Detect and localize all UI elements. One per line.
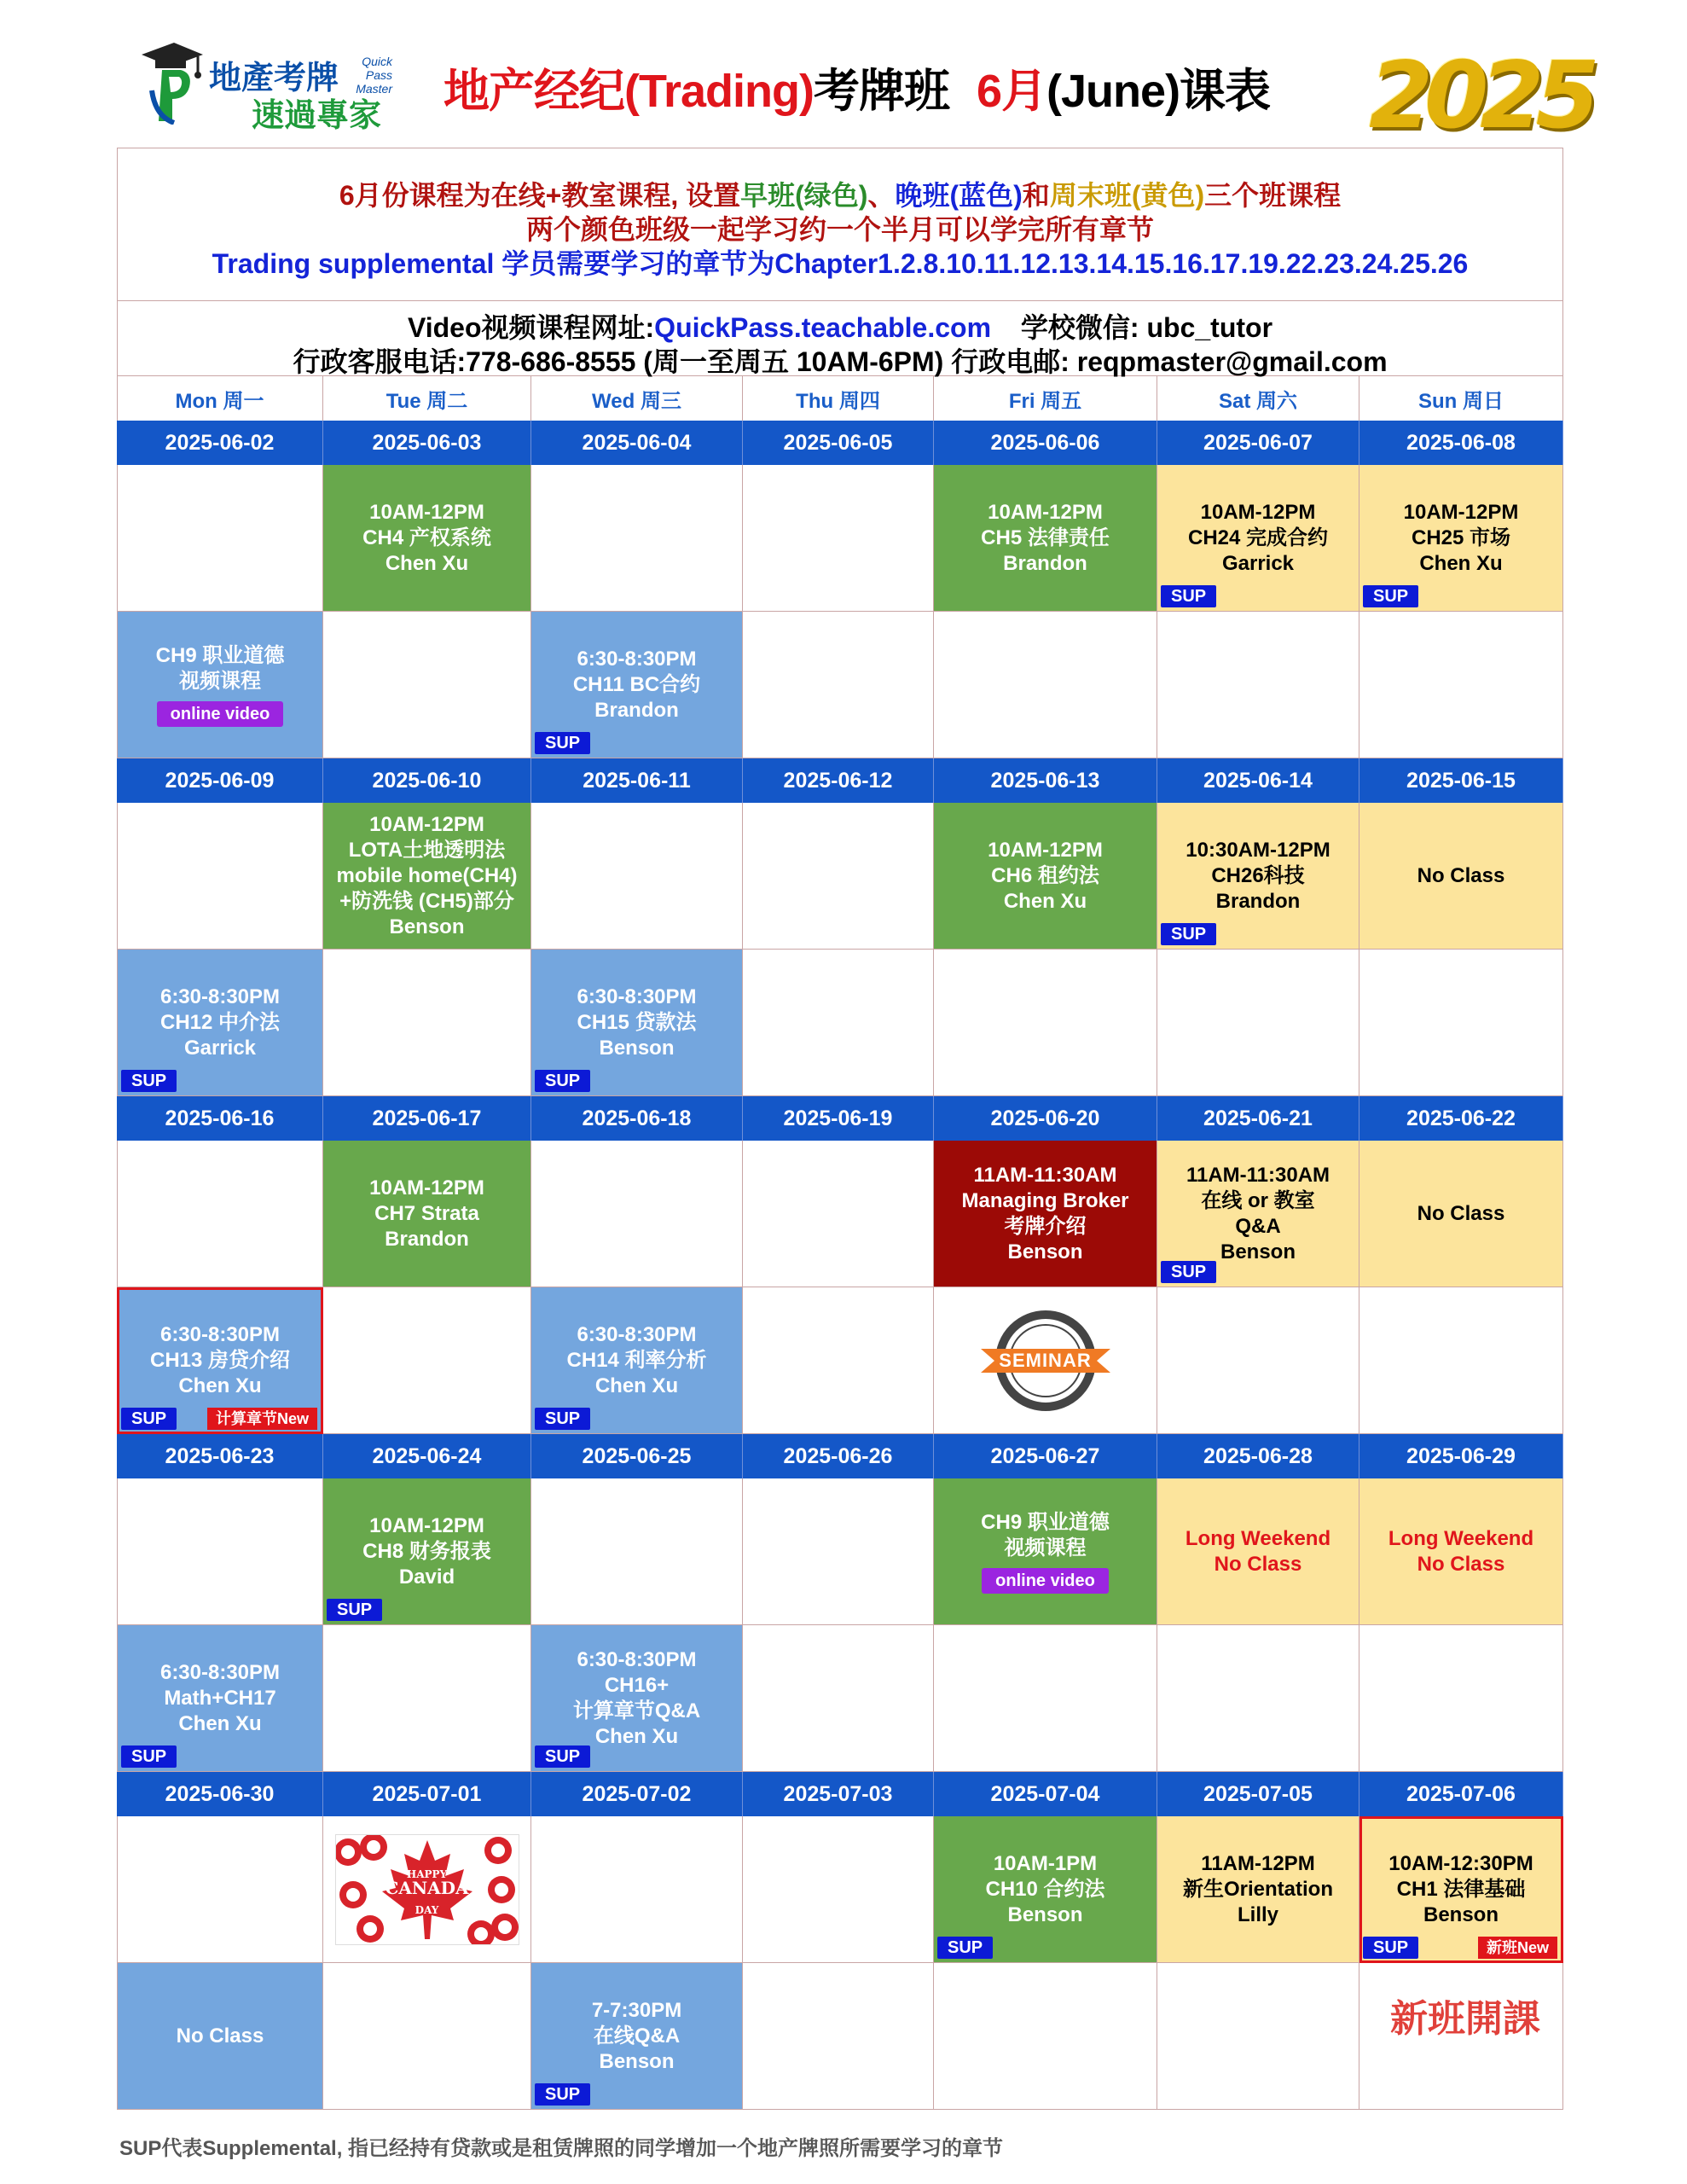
evening-slot: [934, 950, 1157, 1096]
morning-slot: [117, 1478, 323, 1625]
class-info-line: Brandon: [1215, 889, 1301, 913]
date-cell: 2025-06-04: [531, 421, 743, 465]
class-info-line: Benson: [599, 2049, 675, 2073]
evening-slot: [1359, 612, 1563, 758]
morning-slot: [1359, 1816, 1563, 1963]
evening-slot: [323, 612, 531, 758]
morning-slot: [1157, 1816, 1359, 1963]
morning-slot: [1359, 1478, 1563, 1625]
class-info-line: Math+CH17: [164, 1686, 276, 1710]
morning-slot: [743, 803, 934, 950]
date-cell: 2025-07-01: [323, 1772, 531, 1816]
class-info-line: Long Weekend: [1185, 1526, 1331, 1550]
day-header: Sat 周六: [1157, 376, 1359, 421]
date-cell: 2025-06-19: [743, 1096, 934, 1141]
class-info-line: CH16+: [604, 1673, 670, 1697]
date-cell: 2025-07-03: [743, 1772, 934, 1816]
morning-slot: [531, 1141, 743, 1287]
class-info-line: 10AM-12PM: [988, 838, 1103, 862]
evening-slot: [531, 1963, 743, 2110]
date-cell: 2025-06-23: [117, 1434, 323, 1478]
morning-slot: [743, 1141, 934, 1287]
school-logo: [128, 32, 392, 134]
evening-slot: [743, 950, 934, 1096]
page-title: [443, 55, 1270, 120]
date-cell: 2025-06-25: [531, 1434, 743, 1478]
day-header: Thu 周四: [743, 376, 934, 421]
canada-day-text: DAY: [415, 1903, 439, 1916]
class-info-line: 10AM-12PM: [369, 500, 484, 524]
morning-slot: [323, 1141, 531, 1287]
date-cell: 2025-06-30: [117, 1772, 323, 1816]
evening-slot: [743, 1625, 934, 1772]
new-tag: 计算章节New: [207, 1408, 317, 1430]
new-tag: 新班New: [1478, 1937, 1557, 1959]
class-info-line: Chen Xu: [594, 1374, 679, 1397]
date-cell: 2025-07-04: [934, 1772, 1157, 1816]
evening-slot: [531, 1625, 743, 1772]
class-info-line: No Class: [1214, 1552, 1302, 1576]
evening-slot: [323, 1625, 531, 1772]
canada-day-text: HAPPY: [406, 1867, 448, 1880]
video-url-link[interactable]: QuickPass.teachable.com: [654, 312, 992, 343]
class-info-line: 视频课程: [1004, 1536, 1087, 1560]
morning-slot: [934, 465, 1157, 612]
wechat-text: 学校微信: ubc_tutor: [1020, 312, 1273, 343]
date-row: [117, 758, 1563, 803]
class-info-line: Garrick: [183, 1036, 257, 1060]
class-info-line: CH9 职业道德: [981, 1510, 1110, 1534]
class-info-line: 在线 or 教室: [1201, 1188, 1315, 1212]
date-cell: 2025-06-13: [934, 758, 1157, 803]
morning-slot: [1157, 1478, 1359, 1625]
evening-slot: [531, 612, 743, 758]
class-info-line: Benson: [389, 915, 465, 938]
class-info-line: Chen Xu: [1419, 551, 1503, 575]
evening-slot: [1157, 1963, 1359, 2110]
date-cell: 2025-06-22: [1359, 1096, 1563, 1141]
class-info-line: 10AM-12PM: [1403, 500, 1519, 524]
sup-badge: SUP: [535, 1745, 590, 1768]
evening-slot: [117, 950, 323, 1096]
class-info-line: CH6 租约法: [991, 863, 1099, 887]
date-cell: 2025-06-24: [323, 1434, 531, 1478]
date-cell: 2025-06-21: [1157, 1096, 1359, 1141]
sup-badge: SUP: [1363, 1937, 1418, 1959]
canada-day-text: CANADA: [385, 1877, 469, 1898]
morning-slot: [531, 803, 743, 950]
morning-slot: [1359, 1141, 1563, 1287]
class-info-line: mobile home(CH4): [336, 863, 518, 887]
sup-badge: SUP: [535, 732, 590, 754]
evening-slot: [117, 1963, 323, 2110]
class-info-line: Garrick: [1221, 551, 1295, 575]
year-badge: 2025: [1369, 43, 1591, 149]
title-part-c: 6月: [977, 66, 1047, 117]
logo-text-primary: 地產考牌: [209, 61, 339, 96]
class-info-line: Chen Xu: [1003, 889, 1087, 913]
title-part-b: 考牌班: [813, 66, 949, 117]
class-info-line: +防洗钱 (CH5)部分: [339, 889, 514, 913]
class-info-line: Benson: [1220, 1240, 1296, 1263]
class-info-line: CH14 利率分析: [566, 1348, 707, 1372]
sup-badge: SUP: [121, 1745, 177, 1768]
morning-slot: [743, 1816, 934, 1963]
morning-slot: [743, 1478, 934, 1625]
date-cell: 2025-06-16: [117, 1096, 323, 1141]
date-cell: 2025-06-18: [531, 1096, 743, 1141]
class-info-line: 11AM-11:30AM: [1186, 1163, 1330, 1187]
date-cell: 2025-06-02: [117, 421, 323, 465]
date-cell: 2025-06-11: [531, 758, 743, 803]
class-info-line: Brandon: [385, 1227, 469, 1251]
class-info-line: Benson: [1423, 1902, 1499, 1926]
class-info-line: CH4 产权系统: [362, 526, 491, 549]
class-info-line: CH26科技: [1211, 863, 1305, 887]
class-info-line: No Class: [176, 2024, 264, 2048]
date-cell: 2025-06-03: [323, 421, 531, 465]
info-line-3: Trading supplemental 学员需要学习的章节为Chapter1.2.8.10.11.12.13.14.15.16.17.19.22.23.24.25.26: [212, 248, 1469, 279]
class-info-line: 6:30-8:30PM: [159, 985, 281, 1008]
evening-slot: [323, 950, 531, 1096]
class-info-line: 11AM-12PM: [1201, 1851, 1315, 1875]
evening-slot: [934, 1625, 1157, 1772]
day-header: Sun 周日: [1359, 376, 1563, 421]
class-info-line: CH7 Strata: [374, 1201, 479, 1225]
evening-slot: [531, 1287, 743, 1434]
class-info-line: 10AM-12PM: [369, 1513, 484, 1537]
evening-slot: [743, 1963, 934, 2110]
morning-slot: [934, 1141, 1157, 1287]
class-info-line: Long Weekend: [1388, 1526, 1534, 1550]
class-info-line: CH11 BC合约: [572, 672, 701, 696]
class-info-line: 10:30AM-12PM: [1186, 838, 1330, 862]
date-cell: 2025-06-12: [743, 758, 934, 803]
morning-slot: [323, 1478, 531, 1625]
morning-slot: [323, 1816, 531, 1963]
class-info-line: No Class: [1417, 1201, 1505, 1225]
seminar-stamp-label: SEMINAR: [999, 1350, 1092, 1371]
info-text: 和: [1022, 180, 1050, 211]
class-info-line: 7-7:30PM: [591, 1998, 682, 2022]
date-cell: 2025-06-08: [1359, 421, 1563, 465]
class-info-line: Brandon: [594, 698, 679, 722]
sup-badge: SUP: [1161, 585, 1216, 607]
class-info-line: Chen Xu: [385, 551, 469, 575]
evening-slot: [934, 1963, 1157, 2110]
sup-badge: SUP: [327, 1599, 382, 1621]
evening-slot: [117, 1625, 323, 1772]
class-info-line: 考牌介绍: [1004, 1214, 1087, 1238]
class-info-line: 6:30-8:30PM: [577, 1322, 697, 1346]
evening-class-label: 晚班(蓝色): [895, 180, 1023, 211]
evening-slot: [323, 1287, 531, 1434]
class-info-line: CH9 职业道德: [155, 643, 285, 667]
morning-slot: [1157, 803, 1359, 950]
day-header: Tue 周二: [323, 376, 531, 421]
date-cell: 2025-06-06: [934, 421, 1157, 465]
class-info-line: 计算章节Q&A: [572, 1699, 701, 1722]
morning-slot: [323, 803, 531, 950]
date-row: [117, 1096, 1563, 1141]
date-cell: 2025-06-20: [934, 1096, 1157, 1141]
online-video-badge: online video: [157, 701, 284, 727]
evening-slot: [1359, 950, 1563, 1096]
logo-text-english: Quick Pass Master: [356, 55, 392, 96]
evening-slot: [1359, 1625, 1563, 1772]
new-class-banner: 新班開課: [1390, 1998, 1540, 2040]
class-info-line: 10AM-12PM: [1200, 500, 1316, 524]
graduation-cap-logo-icon: [136, 39, 205, 125]
info-text: 6月份课程为在线+教室课程, 设置: [339, 180, 741, 211]
evening-slot: [1157, 1625, 1359, 1772]
morning-class-label: 早班(绿色): [740, 180, 868, 211]
class-info-line: 新生Orientation: [1182, 1877, 1333, 1901]
class-info-line: CH24 完成合约: [1187, 526, 1329, 549]
morning-slot: [934, 1478, 1157, 1625]
class-info-line: Q&A: [1235, 1214, 1281, 1238]
morning-slot: [1157, 1141, 1359, 1287]
class-info-line: CH1 法律基础: [1396, 1877, 1526, 1901]
date-cell: 2025-06-14: [1157, 758, 1359, 803]
sup-badge: SUP: [535, 1408, 590, 1430]
morning-slot: [117, 1816, 323, 1963]
class-info-line: CH10 合约法: [985, 1877, 1105, 1901]
morning-slot: [531, 465, 743, 612]
class-info-line: CH8 财务报表: [362, 1539, 491, 1563]
sup-badge: SUP: [535, 2083, 590, 2106]
date-cell: 2025-06-26: [743, 1434, 934, 1478]
date-cell: 2025-07-02: [531, 1772, 743, 1816]
class-info-line: 6:30-8:30PM: [159, 1660, 281, 1684]
sup-badge: SUP: [1161, 1261, 1216, 1283]
class-info-line: Benson: [1007, 1902, 1083, 1926]
evening-slot: [1359, 1287, 1563, 1434]
course-info-box: [117, 148, 1563, 301]
info-text: 、: [867, 180, 896, 211]
evening-slot: [117, 612, 323, 758]
class-info-line: CH12 中介法: [159, 1010, 281, 1034]
class-info-line: Brandon: [1003, 551, 1087, 575]
class-info-line: CH15 贷款法: [577, 1010, 697, 1034]
morning-slot: [934, 803, 1157, 950]
sup-badge: SUP: [1363, 585, 1418, 607]
class-info-line: David: [398, 1565, 455, 1589]
evening-slot: [743, 1287, 934, 1434]
class-info-line: Chen Xu: [178, 1374, 262, 1397]
date-row: [117, 1772, 1563, 1816]
class-info-line: Chen Xu: [594, 1724, 679, 1748]
date-cell: 2025-06-15: [1359, 758, 1563, 803]
day-header: Wed 周三: [531, 376, 743, 421]
class-info-line: 10AM-1PM: [993, 1851, 1098, 1875]
sup-badge: SUP: [121, 1070, 177, 1092]
class-info-line: Benson: [1007, 1240, 1083, 1263]
morning-slot: [743, 465, 934, 612]
date-row: [117, 421, 1563, 465]
date-cell: 2025-07-05: [1157, 1772, 1359, 1816]
contact-info-box: [117, 301, 1563, 376]
date-row: [117, 1434, 1563, 1478]
morning-slot: [1157, 465, 1359, 612]
evening-slot: [1157, 612, 1359, 758]
evening-slot: [531, 950, 743, 1096]
date-cell: 2025-06-17: [323, 1096, 531, 1141]
morning-slot: [1359, 803, 1563, 950]
morning-slot: [117, 465, 323, 612]
class-info-line: LOTA土地透明法: [348, 838, 506, 862]
footnote: SUP代表Supplemental, 指已经持有贷款或是租赁牌照的同学增加一个地产牌照所需要学习的章节: [119, 2137, 1004, 2160]
class-info-line: Chen Xu: [178, 1711, 262, 1735]
class-info-line: CH5 法律责任: [981, 526, 1110, 549]
info-text: 三个班课程: [1204, 180, 1342, 211]
date-cell: 2025-07-06: [1359, 1772, 1563, 1816]
morning-slot: [117, 803, 323, 950]
date-cell: 2025-06-07: [1157, 421, 1359, 465]
morning-slot: [934, 1816, 1157, 1963]
class-info-line: CH13 房贷介绍: [149, 1348, 291, 1372]
morning-slot: [1359, 465, 1563, 612]
sup-badge: SUP: [535, 1070, 590, 1092]
class-info-line: No Class: [1417, 1552, 1505, 1576]
day-header: Mon 周一: [117, 376, 323, 421]
day-header: Fri 周五: [934, 376, 1157, 421]
sup-badge: SUP: [121, 1408, 177, 1430]
evening-slot: [934, 612, 1157, 758]
video-label: Video视频课程网址:: [407, 312, 655, 343]
evening-slot: [934, 1287, 1157, 1434]
class-info-line: 6:30-8:30PM: [577, 647, 697, 671]
class-info-line: 6:30-8:30PM: [577, 1647, 697, 1671]
class-info-line: Benson: [599, 1036, 675, 1060]
class-info-line: 视频课程: [179, 669, 261, 693]
title-part-a: 地产经纪(Trading): [443, 66, 814, 117]
date-cell: 2025-06-09: [117, 758, 323, 803]
class-info-line: 6:30-8:30PM: [577, 985, 697, 1008]
date-cell: 2025-06-27: [934, 1434, 1157, 1478]
contact-line-2: 行政客服电话:778-686-8555 (周一至周五 10AM-6PM) 行政电邮: reqpmaster@gmail.com: [293, 346, 1388, 377]
logo-text-secondary: 速過專家: [252, 98, 382, 134]
class-info-line: 11AM-11:30AM: [973, 1163, 1117, 1187]
morning-slot: [117, 1141, 323, 1287]
online-video-badge: online video: [982, 1568, 1109, 1594]
canada-day-image: [335, 1834, 519, 1945]
morning-slot: [531, 1478, 743, 1625]
morning-slot: [323, 465, 531, 612]
sup-badge: SUP: [1161, 923, 1216, 945]
morning-slot: [531, 1816, 743, 1963]
class-info-line: 10AM-12PM: [988, 500, 1103, 524]
title-part-d: (June)课表: [1046, 66, 1271, 117]
class-info-line: Lilly: [1237, 1902, 1278, 1926]
date-cell: 2025-06-10: [323, 758, 531, 803]
class-info-line: 10AM-12:30PM: [1388, 1851, 1533, 1875]
class-info-line: No Class: [1417, 863, 1505, 887]
evening-slot: [1157, 950, 1359, 1096]
class-info-line: CH25 市场: [1411, 526, 1511, 549]
evening-slot: [323, 1963, 531, 2110]
date-cell: 2025-06-28: [1157, 1434, 1359, 1478]
evening-slot: [743, 612, 934, 758]
evening-slot: [117, 1287, 323, 1434]
class-info-line: 在线Q&A: [593, 2024, 681, 2048]
sup-badge: SUP: [937, 1937, 993, 1959]
date-cell: 2025-06-29: [1359, 1434, 1563, 1478]
class-info-line: 10AM-12PM: [369, 1176, 484, 1199]
date-cell: 2025-06-05: [743, 421, 934, 465]
evening-slot: [1157, 1287, 1359, 1434]
class-info-line: 6:30-8:30PM: [159, 1322, 281, 1346]
info-line-2: 两个颜色班级一起学习约一个半月可以学完所有章节: [525, 214, 1154, 245]
class-info-line: Managing Broker: [961, 1188, 1129, 1212]
class-info-line: 10AM-12PM: [369, 812, 484, 836]
weekend-class-label: 周末班(黄色): [1049, 180, 1205, 211]
